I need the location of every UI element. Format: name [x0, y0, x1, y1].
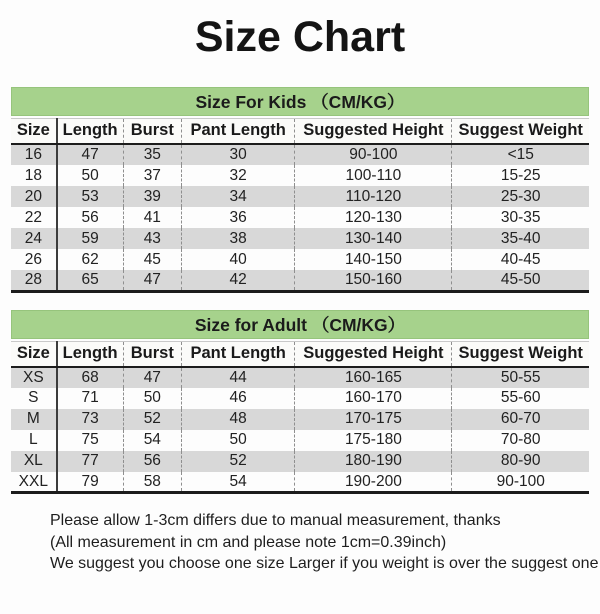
- table-cell: 45: [123, 249, 181, 270]
- table-cell: 42: [182, 270, 295, 291]
- table-cell: 43: [123, 228, 181, 249]
- table-row: [11, 409, 589, 430]
- table-cell: 35-40: [500, 229, 541, 247]
- table-cell: 50-55: [500, 368, 541, 386]
- table-cell: 47: [123, 367, 181, 388]
- table-cell: 90-100: [496, 472, 545, 490]
- table-cell: 48: [182, 409, 295, 430]
- table-cell: 75: [57, 430, 123, 451]
- kids-section-header: Size For Kids （CM/KG）: [11, 87, 589, 116]
- header-row: [11, 119, 589, 145]
- column-header: Burst: [123, 119, 181, 145]
- table-cell: 20: [11, 186, 57, 207]
- adult-section-header: Size for Adult （CM/KG）: [11, 310, 589, 339]
- table-cell: 30-35: [500, 208, 541, 226]
- column-header: Suggested Height: [295, 119, 452, 145]
- table-cell: 50: [57, 165, 123, 186]
- table-cell: 77: [57, 451, 123, 472]
- column-header: Suggest Weight: [452, 341, 589, 367]
- table-cell: 47: [123, 270, 181, 291]
- table-row: [11, 451, 589, 472]
- table-cell: 32: [182, 165, 295, 186]
- table-cell: 56: [57, 207, 123, 228]
- table-cell: XS: [11, 367, 57, 388]
- table-cell: 175-180: [295, 430, 452, 451]
- table-cell: 90-100: [295, 144, 452, 165]
- adult-section: [11, 310, 589, 495]
- table-row: [11, 472, 589, 493]
- table-cell: 46: [182, 388, 295, 409]
- kids-size-table: [11, 118, 589, 293]
- table-cell: 62: [57, 249, 123, 270]
- table-cell: 50: [182, 430, 295, 451]
- table-cell: 140-150: [295, 249, 452, 270]
- table-row: [11, 270, 589, 291]
- table-cell: 65: [57, 270, 123, 291]
- table-cell: 36: [182, 207, 295, 228]
- table-cell: 45-50: [500, 271, 541, 289]
- table-cell: 70-80: [500, 431, 541, 449]
- table-cell: 47: [57, 144, 123, 165]
- measurement-notes: [50, 510, 600, 575]
- table-cell: 52: [182, 451, 295, 472]
- size-chart-image: [0, 14, 600, 614]
- table-row: [11, 388, 589, 409]
- table-cell: 50: [123, 388, 181, 409]
- table-cell: 22: [11, 207, 57, 228]
- table-cell: 44: [182, 367, 295, 388]
- table-cell: 56: [123, 451, 181, 472]
- table-cell: 26: [11, 249, 57, 270]
- column-header: Size: [11, 119, 57, 145]
- table-row: [11, 228, 589, 249]
- adult-size-table: [11, 341, 589, 495]
- note-line-1: Please allow 1-3cm differs due to manual measurement, thanks: [50, 512, 501, 530]
- table-cell: 39: [123, 186, 181, 207]
- table-row: [11, 144, 589, 165]
- table-cell: L: [11, 430, 57, 451]
- table-row: [11, 186, 589, 207]
- column-header: Burst: [123, 341, 181, 367]
- table-cell: 170-175: [295, 409, 452, 430]
- table-cell: 53: [57, 186, 123, 207]
- table-cell: M: [11, 409, 57, 430]
- table-cell: XXL: [11, 472, 57, 493]
- table-cell: 180-190: [295, 451, 452, 472]
- table-cell: 24: [11, 228, 57, 249]
- column-header: Pant Length: [182, 341, 295, 367]
- page-title: Size Chart: [194, 13, 406, 61]
- table-cell: 160-165: [295, 367, 452, 388]
- table-cell: 120-130: [295, 207, 452, 228]
- table-cell: 100-110: [295, 165, 452, 186]
- table-cell: 55-60: [500, 389, 541, 407]
- table-cell: 18: [11, 165, 57, 186]
- table-cell: 68: [57, 367, 123, 388]
- table-cell: S: [11, 388, 57, 409]
- column-header: Pant Length: [182, 119, 295, 145]
- table-cell: 79: [57, 472, 123, 493]
- column-header: Suggest Weight: [452, 119, 589, 145]
- table-cell: 40: [182, 249, 295, 270]
- kids-section: [11, 87, 589, 293]
- table-cell: 25-30: [500, 187, 541, 205]
- table-row: [11, 165, 589, 186]
- table-cell: <15: [507, 146, 534, 164]
- note-line-3: We suggest you choose one size Larger if you weight is over the suggest one: [50, 555, 599, 573]
- table-row: [11, 430, 589, 451]
- table-row: [11, 249, 589, 270]
- table-cell: 35: [123, 144, 181, 165]
- table-row: [11, 207, 589, 228]
- table-cell: XL: [11, 451, 57, 472]
- table-cell: 160-170: [295, 388, 452, 409]
- table-cell: 150-160: [295, 270, 452, 291]
- table-cell: 80-90: [500, 452, 541, 470]
- table-cell: 60-70: [500, 410, 541, 428]
- table-cell: 54: [123, 430, 181, 451]
- column-header: Size: [11, 341, 57, 367]
- table-cell: 73: [57, 409, 123, 430]
- column-header: Suggested Height: [295, 341, 452, 367]
- table-cell: 58: [123, 472, 181, 493]
- table-cell: 15-25: [500, 166, 541, 184]
- table-cell: 30: [182, 144, 295, 165]
- table-cell: 110-120: [295, 186, 452, 207]
- column-header: Length: [57, 119, 123, 145]
- table-cell: 37: [123, 165, 181, 186]
- table-row: [11, 367, 589, 388]
- header-row: [11, 341, 589, 367]
- table-cell: 16: [11, 144, 57, 165]
- column-header: Length: [57, 341, 123, 367]
- table-cell: 54: [182, 472, 295, 493]
- table-cell: 41: [123, 207, 181, 228]
- table-cell: 71: [57, 388, 123, 409]
- table-cell: 28: [11, 270, 57, 291]
- table-cell: 130-140: [295, 228, 452, 249]
- table-cell: 52: [123, 409, 181, 430]
- table-cell: 34: [182, 186, 295, 207]
- note-line-2: (All measurement in cm and please note 1cm=0.39inch): [50, 533, 447, 551]
- table-cell: 38: [182, 228, 295, 249]
- table-cell: 190-200: [295, 472, 452, 493]
- table-cell: 40-45: [500, 250, 541, 268]
- table-cell: 59: [57, 228, 123, 249]
